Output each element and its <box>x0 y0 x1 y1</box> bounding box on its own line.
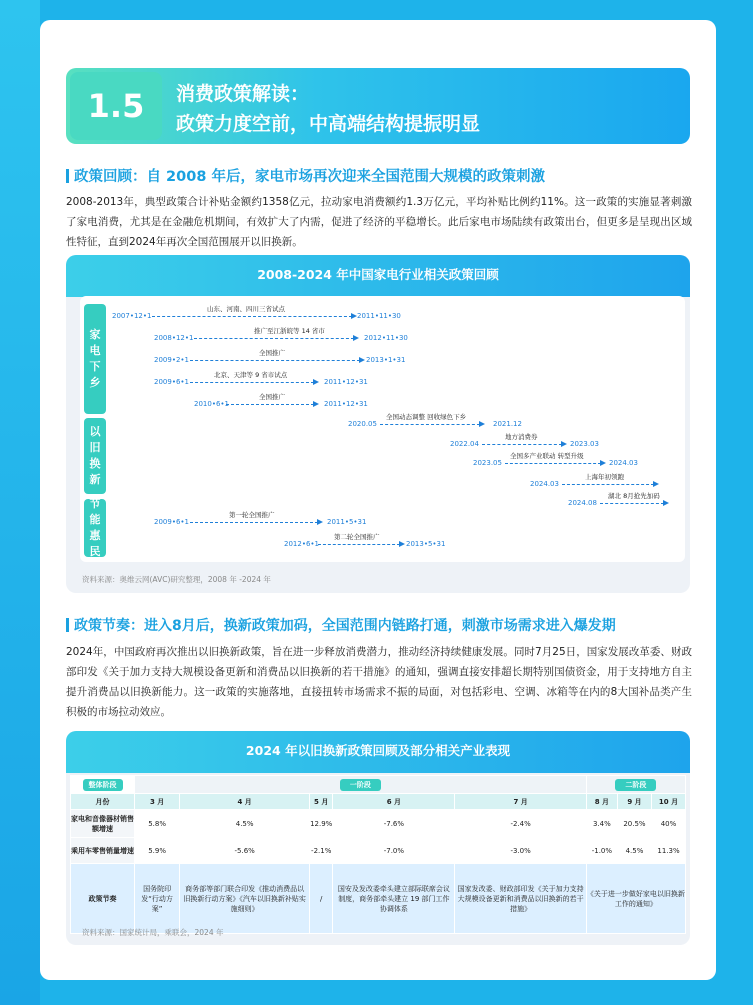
arrow-line <box>190 522 318 523</box>
timeline-source: 资料来源：奥维云网(AVC)研究整理，2008 年 -2024 年 <box>82 575 271 584</box>
group-label-home-appliance-rural: 家 电 下 乡 <box>84 304 106 414</box>
item-end: 2011•5•31 <box>327 518 367 526</box>
timeline-item <box>154 326 454 346</box>
policy-cell: 国安及发改委牵头建立部际联席会议制度，商务部牵头建立 19 部门工作协调体系 <box>333 864 455 934</box>
item-start: 2012•6•1 <box>284 540 319 548</box>
hero-title-line2: 政策力度空前，中高端结构提振明显 <box>176 113 481 135</box>
item-label: 湖北 8月抢先加码 <box>608 492 660 500</box>
item-start: 2020.05 <box>348 420 377 428</box>
month-cell: 6 月 <box>333 794 455 810</box>
item-start: 2022.04 <box>450 440 479 448</box>
row-label: 乘用车零售销量增速 <box>71 838 135 864</box>
timeline-item <box>473 451 673 471</box>
stage1-cell <box>135 776 587 794</box>
stage-label-cell <box>71 776 135 794</box>
policy-cell: 国务院印发“行动方案” <box>135 864 180 934</box>
timeline-item <box>154 348 454 368</box>
data-cell: 40% <box>651 810 685 838</box>
data-cell: -5.6% <box>180 838 310 864</box>
item-start: 2023.05 <box>473 459 502 467</box>
item-start: 2008•12•1 <box>154 334 194 342</box>
stage2-cell <box>586 776 685 794</box>
timeline-item <box>450 432 650 452</box>
data-cell: 5.8% <box>135 810 180 838</box>
timeline-item <box>112 304 412 324</box>
arrow-line <box>482 444 562 445</box>
arrow-line <box>600 503 664 504</box>
timeline-item <box>284 532 584 552</box>
data-cell: 4.5% <box>180 810 310 838</box>
hero-banner <box>66 68 690 144</box>
section1-heading-text: 政策回顾：自 2008 年后，家电市场再次迎来全国范围大规模的政策刺激 <box>74 169 545 185</box>
timeline-item <box>530 472 680 492</box>
timeline-item <box>348 412 548 432</box>
arrow-line <box>562 484 654 485</box>
month-cell: 5 月 <box>310 794 333 810</box>
data-cell: 5.9% <box>135 838 180 864</box>
group-label-energy-saving: 节 能 惠 民 <box>84 499 106 557</box>
stage2-label: 二阶段 <box>615 779 656 791</box>
item-start: 2009•6•1 <box>154 378 189 386</box>
heading-bar-icon <box>66 618 69 632</box>
item-end: 2012•11•30 <box>364 334 408 342</box>
section-number-box <box>70 72 162 140</box>
arrow-line <box>318 544 400 545</box>
stage1-label: 一阶段 <box>340 779 381 791</box>
month-cell: 3 月 <box>135 794 180 810</box>
month-cell: 10 月 <box>651 794 685 810</box>
arrow-line <box>194 338 354 339</box>
left-blue-strip <box>0 0 40 1005</box>
item-end: 2013•1•31 <box>366 356 406 364</box>
data-cell: -7.0% <box>333 838 455 864</box>
item-label: 山东、河南、四川三省试点 <box>207 305 285 313</box>
section1-body: 2008-2013年，典型政策合计补贴金额约1358亿元，拉动家电消费额约1.3万亿元，平均补贴比例约11%。这一政策的实施显著刺激了家电消费，尤其是在金融危机期间，有效扩大了内需，促进了经济的平稳增长。此后家电市场陆续有政策出台，但更多是呈现出区域性特征，直到2024年再次全国范围展开以旧换新。 <box>66 196 692 248</box>
arrow-line <box>190 360 360 361</box>
section1-heading <box>66 165 545 186</box>
timeline-item <box>194 392 494 412</box>
item-start: 2010•6•1 <box>194 400 229 408</box>
timeline-item <box>154 370 454 390</box>
item-label: 上海年初领跑 <box>585 473 624 481</box>
month-label: 月份 <box>71 794 135 810</box>
month-cell: 7 月 <box>455 794 586 810</box>
item-label: 全国动态调整 回收绿色下乡 <box>386 413 467 421</box>
item-end: 2011•12•31 <box>324 400 368 408</box>
month-cell: 8 月 <box>586 794 617 810</box>
timeline-title: 2008-2024 年中国家电行业相关政策回顾 <box>66 255 690 297</box>
policy-cell: 商务部等部门联合印发《推动消费品以旧换新行动方案》《汽车以旧换新补贴实施细则》 <box>180 864 310 934</box>
item-end: 2011•11•30 <box>357 312 401 320</box>
item-label: 第二轮全国推广 <box>334 533 380 541</box>
item-label: 全国推广 <box>259 349 285 357</box>
data-cell: 11.3% <box>651 838 685 864</box>
item-label: 推广至江浙皖等 14 省市 <box>254 327 325 335</box>
section-number: 1.5 <box>87 87 145 125</box>
item-start: 2024.03 <box>530 480 559 488</box>
item-end: 2013•5•31 <box>406 540 446 548</box>
data-cell: -2.4% <box>455 810 586 838</box>
timeline-chart <box>80 296 685 562</box>
section2-heading-text: 政策节奏：进入8月后，换新政策加码，全国范围内链路打通，刺激市场需求进入爆发期 <box>74 618 616 634</box>
data-cell: -7.6% <box>333 810 455 838</box>
timeline-item <box>154 510 454 530</box>
data-cell: 4.5% <box>617 838 651 864</box>
data-cell: -3.0% <box>455 838 586 864</box>
stage-label: 整体阶段 <box>83 779 123 791</box>
arrow-line <box>380 424 480 425</box>
month-cell: 4 月 <box>180 794 310 810</box>
data-cell: 20.5% <box>617 810 651 838</box>
item-end: 2023.03 <box>570 440 599 448</box>
page-number: 08 <box>692 968 706 979</box>
policy-table <box>70 775 686 934</box>
row-label: 家电和音像器材销售额增速 <box>71 810 135 838</box>
section2-heading <box>66 615 616 635</box>
policy-cell: 国家发改委、财政部印发《关于加力支持大规模设备更新和消费品以旧换新的若干措施》 <box>455 864 586 934</box>
item-label: 北京、天津等 9 省市试点 <box>214 371 288 379</box>
item-end: 2021.12 <box>493 420 522 428</box>
table-title: 2024 年以旧换新政策回顾及部分相关产业表现 <box>66 731 690 773</box>
item-label: 全国推广 <box>259 393 285 401</box>
group-label-trade-in: 以 旧 换 新 <box>84 418 106 494</box>
month-cell: 9 月 <box>617 794 651 810</box>
arrow-line <box>226 404 314 405</box>
item-start: 2024.08 <box>568 499 597 507</box>
item-start: 2007•12•1 <box>112 312 152 320</box>
item-label: 地方消费券 <box>505 433 538 441</box>
item-start: 2009•2•1 <box>154 356 189 364</box>
arrow-line <box>505 463 601 464</box>
data-cell: 3.4% <box>586 810 617 838</box>
policy-cell: / <box>310 864 333 934</box>
policy-cell: 《关于进一步做好家电以旧换新工作的通知》 <box>586 864 685 934</box>
timeline-item <box>568 491 683 511</box>
item-label: 全国多产业联动 转型升级 <box>510 452 584 460</box>
item-end: 2024.03 <box>609 459 638 467</box>
item-label: 第一轮全国推广 <box>229 511 275 519</box>
data-cell: -1.0% <box>586 838 617 864</box>
item-start: 2009•6•1 <box>154 518 189 526</box>
data-cell: 12.9% <box>310 810 333 838</box>
table-source: 资料来源：国家统计局，乘联会，2024 年 <box>82 928 224 937</box>
heading-bar-icon <box>66 169 69 183</box>
hero-title-line1: 消费政策解读： <box>176 83 310 105</box>
data-cell: -2.1% <box>310 838 333 864</box>
row-label: 政策节奏 <box>71 864 135 934</box>
section2-body: 2024年，中国政府再次推出以旧换新政策，旨在进一步释放消费潜力，推动经济持续健康发展。同时7月25日，国家发展改革委、财政部印发《关于加力支持大规模设备更新和消费品以旧换新的若干措施》的通知，强调直接安排超长期特别国债资金，用于支持地方自主提升消费品以旧换新能力。这一政策的实施落地，直接扭转市场需求不振的局面，对包括彩电、空调、冰箱等在内的8大国补品类产生积极的市场拉动效应。 <box>66 646 692 718</box>
arrow-line <box>190 382 314 383</box>
item-end: 2011•12•31 <box>324 378 368 386</box>
arrow-line <box>152 316 352 317</box>
